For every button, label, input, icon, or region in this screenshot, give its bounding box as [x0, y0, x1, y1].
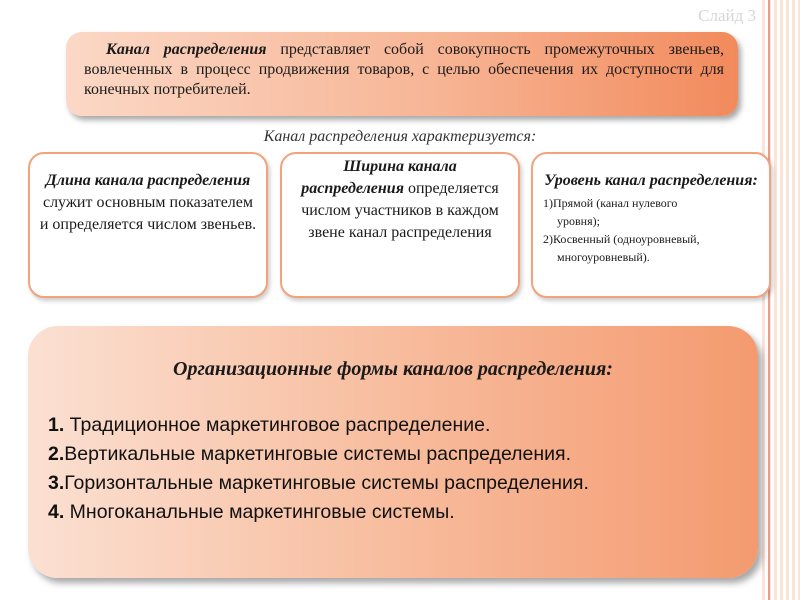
level-item-indirect-first: 2)Косвенный (одноуровневый, — [543, 232, 700, 246]
length-card-title: Длина канала распределения — [45, 172, 251, 189]
level-item-direct — [541, 194, 761, 230]
length-card — [28, 152, 268, 298]
form-item-2 — [48, 440, 738, 469]
form-item-2-text: Вертикальные маркетинговые системы распределения. — [64, 443, 572, 465]
form-item-4-num: 4. — [48, 501, 65, 523]
characteristics-subtitle: Канал распределения характеризуется: — [263, 128, 537, 145]
level-card — [531, 152, 771, 298]
forms-title: Организационные формы каналов распределения: — [173, 358, 613, 380]
width-card-text: определяется числом участников в каждом звене канал распределения — [301, 180, 499, 241]
level-item-direct-rest: уровня); — [557, 214, 600, 228]
form-item-3-num: 3. — [48, 472, 65, 494]
level-item-indirect-rest: многоуровневый). — [557, 250, 650, 264]
length-card-text: служит основным показателем и определяется числом звеньев. — [39, 194, 257, 233]
form-item-4 — [48, 498, 738, 527]
slide-number: Слайд 3 — [698, 6, 756, 25]
level-item-direct-first: 1)Прямой (канал нулевого — [543, 196, 678, 210]
level-item-indirect — [541, 230, 761, 266]
form-item-1-text: Традиционное маркетинговое распределение. — [64, 414, 491, 436]
form-item-4-text: Многоканальные маркетинговые системы. — [64, 501, 455, 523]
decorative-right-border — [762, 0, 800, 600]
width-card — [280, 152, 520, 298]
form-item-2-num: 2. — [48, 443, 65, 465]
form-item-3-text: Горизонтальные маркетинговые системы распределения. — [64, 472, 589, 494]
definition-text: представляет собой совокупность промежуточных звеньев, вовлеченных в процесс продвижения товаров, с целью обеспечения их доступности для конечных потребителей. — [84, 41, 724, 98]
form-item-1-num: 1. — [48, 414, 65, 436]
definition-term: Канал распределения — [106, 41, 267, 58]
level-card-title: Уровень канал распределения: — [544, 172, 758, 189]
forms-box — [28, 326, 758, 578]
form-item-1 — [48, 411, 738, 440]
form-item-3 — [48, 469, 738, 498]
width-card-title: Ширина канала распределения — [301, 158, 457, 197]
definition-box — [66, 32, 738, 116]
